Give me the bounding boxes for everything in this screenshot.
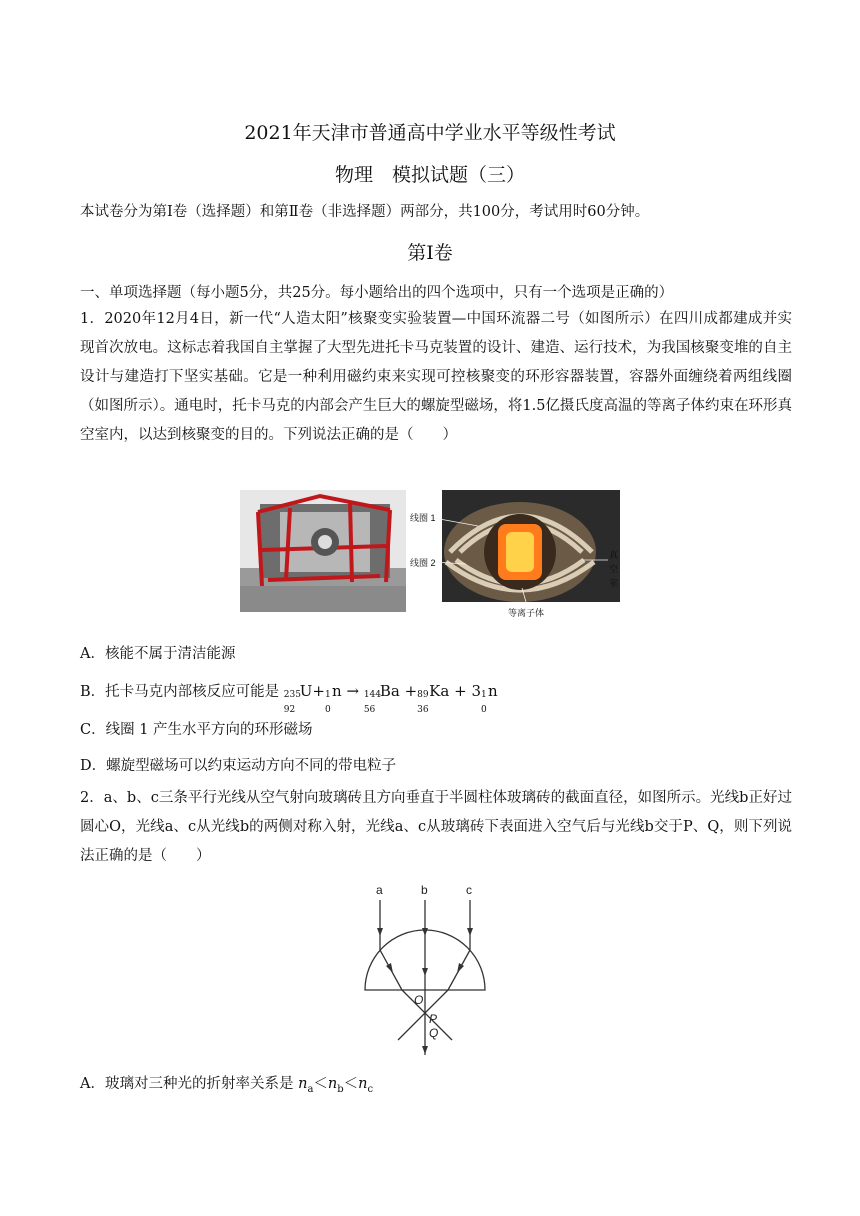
part-heading: 一、单项选择题（每小题5分，共25分。每小题给出的四个选项中，只有一个选项是正确的）	[80, 285, 674, 301]
q1-option-b-prefix: B．托卡马克内部核反应可能是	[80, 684, 280, 700]
ray-c-label: c	[466, 883, 472, 897]
tokamak-figure	[240, 490, 620, 620]
label-coil-2: 线圈 2	[410, 558, 436, 568]
label-vacuum-1: 真	[609, 550, 619, 560]
q2-option-a	[80, 1072, 373, 1095]
exam-title: 2021年天津市普通高中学业水平等级性考试	[244, 122, 616, 144]
point-q-label: Q	[429, 1026, 439, 1040]
nuclear-equation: 235 92 U+ 1 0 n → 144 56 Ba + 89 36 Ka + 3 1 0 n	[283, 682, 498, 715]
q1-option-b	[80, 680, 498, 715]
label-vacuum-2: 空	[609, 564, 619, 574]
label-vacuum-3: 室	[609, 578, 619, 588]
glass-brick-figure	[360, 880, 490, 1060]
ray-b-label: b	[421, 883, 428, 897]
point-p-label: P	[429, 1012, 438, 1026]
question-2-stem: 2．a、b、c三条平行光线从空气射向玻璃砖且方向垂直于半圆柱体玻璃砖的截面直径，如图所示。光线b正好过圆心O，光线a、c从光线b的两侧对称入射，光线a、c从玻璃砖下表面进入空气后与光线b交于P、Q，则下列说法正确的是（ ）	[80, 790, 792, 864]
ray-a-label: a	[376, 883, 383, 897]
label-plasma: 等离子体	[508, 608, 545, 618]
q1-option-a: A．核能不属于清洁能源	[80, 646, 236, 662]
tokamak-cutaway	[410, 490, 620, 618]
q1-option-c: C．线圈 1 产生水平方向的环形磁场	[80, 722, 313, 738]
section-title: 第Ⅰ卷	[407, 242, 453, 264]
exam-subtitle: 物理 模拟试题（三）	[334, 164, 525, 186]
center-o-label: O	[414, 993, 424, 1007]
q2-option-a-prefix: A．玻璃对三种光的折射率关系是	[80, 1076, 294, 1092]
label-coil-1: 线圈 1	[410, 513, 436, 523]
tokamak-photo	[240, 490, 406, 612]
exam-intro: 本试卷分为第Ⅰ卷（选择题）和第Ⅱ卷（非选择题）两部分，共100分，考试用时60分钟。	[80, 204, 650, 220]
question-1-stem: 1．2020年12月4日，新一代“人造太阳”核聚变实验装置—中国环流器二号（如图所示）在四川成都建成并实现首次放电。这标志着我国自主掌握了大型先进托卡马克装置的设计、建造、运行技术，为我国核聚变堆的自主设计与建造打下坚实基础。它是一种利用磁约束来实现可控核聚变的环形容器装置，容器外面缠绕着两组线圈（如图所示）。通电时，托卡马克的内部会产生巨大的螺旋型磁场，将1.5亿摄氏度高温的等离子体约束在环形真空室内，以达到核聚变的目的。下列说法正确的是（ ）	[80, 311, 792, 443]
q1-option-d: D．螺旋型磁场可以约束运动方向不同的带电粒子	[80, 758, 397, 774]
refractive-index-relation: $n_a<n_b<n_c$	[298, 1076, 374, 1095]
